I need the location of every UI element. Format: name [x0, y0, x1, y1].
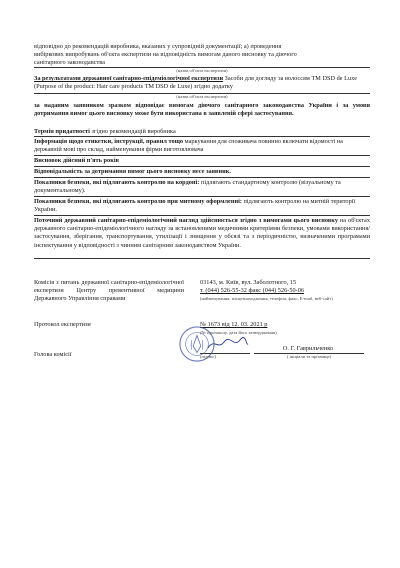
protocol-label: Протокол експертизи	[34, 321, 91, 328]
divider	[34, 215, 370, 216]
divider	[34, 196, 370, 197]
commission-address: 03143, м. Київ, вул. Заболотного, 15	[200, 279, 297, 286]
divider	[34, 177, 370, 178]
commission-caption: (найменування, місцезнаходження, телефон, факс, E-mail, веб-сайт)	[200, 296, 333, 301]
validity-text: Висновок дійсний п'ять років	[34, 157, 119, 164]
name-caption: ( ініціали та прізвище)	[286, 354, 332, 359]
supervision-text: Поточний державний санітарно-епідеміологічний нагляд здійснюється згідно з вимогами цього висновку	[34, 217, 338, 224]
intro-line-2: вибіркових випробувань об'єкта експертизи на відповідність вимогам даного висновку та діючого	[34, 51, 297, 59]
border-text: підлягають стандартному контролю (візуальному та документальному).	[34, 179, 341, 195]
head-name: О. Г. Гаврильченко	[282, 345, 334, 352]
label-info-text: маркування для споживача повинно включати відомості на державній мові про склад, найменування фірми виготовлювача	[34, 138, 343, 154]
compliance-text: за наданим заявником зразком відповідає вимогам діючого санітарного законодавства України і за умови дотримання вимог цього висновку може бути використана в заявленій сфері застосування.	[34, 102, 370, 118]
responsibility-text: Відповідальність за дотримання вимог цього висновку несе заявник.	[34, 168, 231, 175]
results-section	[34, 75, 370, 91]
intro-paragraph	[34, 43, 370, 68]
divider	[34, 155, 370, 156]
divider	[34, 166, 370, 167]
protocol-value: № 1673 від 12. 03. 2021 р	[200, 321, 268, 328]
shelf-text: згідно рекомендацій виробника	[89, 128, 176, 135]
divider	[34, 136, 370, 137]
object-caption-2: (назва об'єкта експертизи)	[176, 94, 228, 99]
label-info-label: Інформація щодо етикетки, інструкції, правил тощо	[34, 138, 184, 145]
intro-line-3: санітарного законодавства	[34, 59, 105, 67]
sign-caption: (підпис)	[200, 354, 217, 359]
commission-phone: т. (044) 526-55-32 факс (044) 526-50-06	[200, 287, 305, 294]
border-control	[34, 179, 370, 195]
signature-scribble	[206, 336, 250, 352]
intro-line-1: відповідно до рекомендацій виробника, вказаних у супровідній документації; а) проведення	[34, 43, 282, 50]
customs-label: Показники безпеки, які підлягають контролю при митному оформленні:	[34, 198, 242, 205]
divider	[34, 258, 370, 259]
protocol-caption: (№ протоколу, дата його затвердження)	[200, 330, 277, 335]
border-label: Показники безпеки, які підлягають контролю на кордоні:	[34, 179, 200, 186]
shelf-life	[34, 128, 370, 136]
head-label: Голова комісії	[34, 351, 72, 358]
customs-text: підлягають контролю на митній території України.	[34, 198, 356, 214]
results-label: За результатами державної санітарно-епідеміологічної експертизи	[34, 75, 224, 82]
supervision-text-2: на об'єктах державного санітарно-епідеміологічного нагляду за встановленими медичними критеріями безпеки, умовами використання/застосування, зберігання, транспортування, утилізації і знищення у обсязі та з періодичністю, визначеними програмами інспектування у відповідності з чинним санітарним законодавством України.	[34, 217, 370, 249]
label-info	[34, 138, 370, 154]
object-caption: (назва об'єкта експертизи)	[176, 68, 228, 73]
commission-name: Комісія з питань державної санітарно-епідеміологічної експертизи Центру превентивної медицини Державного Управління справами	[34, 279, 184, 303]
shelf-label: Термін придатності	[34, 128, 90, 135]
supervision-paragraph	[34, 217, 370, 250]
customs-control	[34, 198, 370, 214]
results-text: Засоби для догляду за волоссям TM DSD de Luxe (Purpose of the product: Hair care products TM DSD de Luxe) згідно додатку	[34, 75, 358, 91]
